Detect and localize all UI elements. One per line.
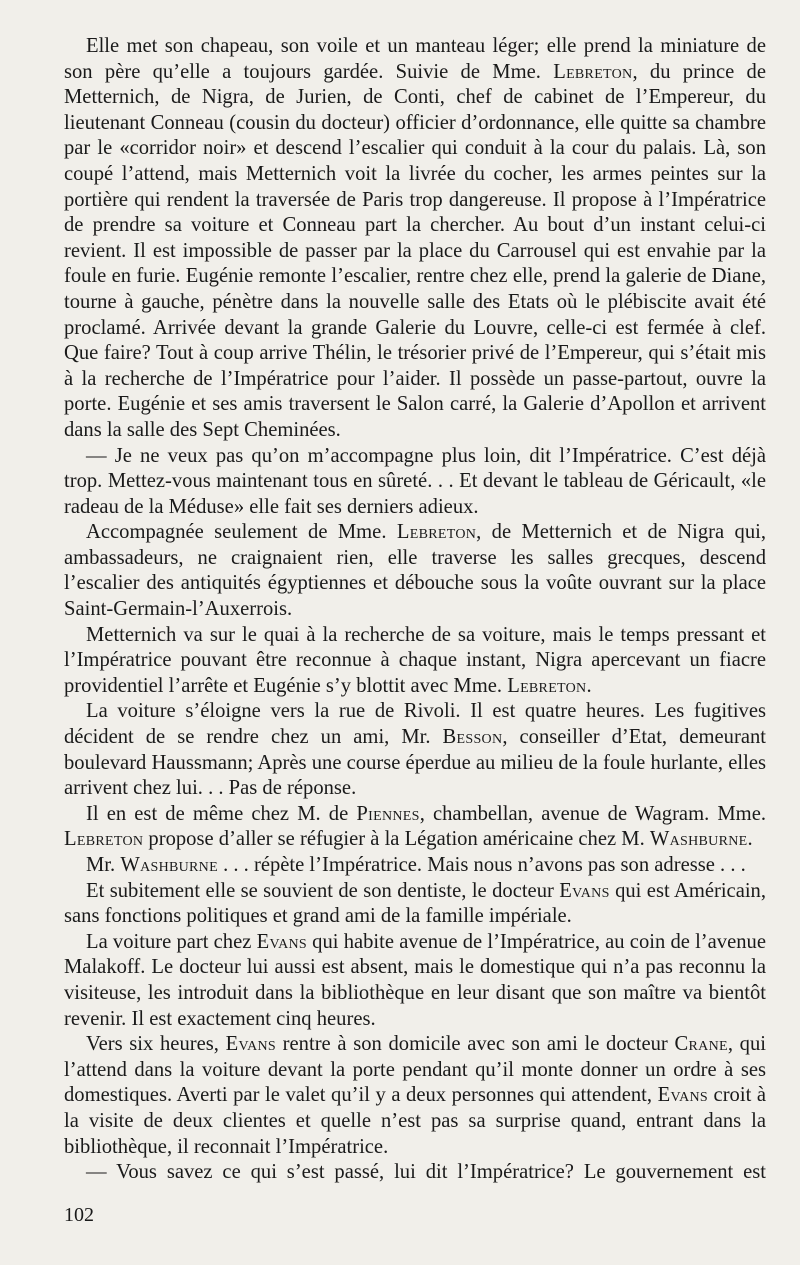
proper-name: Washburne — [649, 828, 748, 851]
text-run: Il en est de même chez M. de — [86, 802, 357, 825]
proper-name: Piennes — [356, 802, 420, 825]
paragraph — [64, 444, 766, 521]
proper-name: Crane — [674, 1033, 728, 1056]
proper-name: Evans — [657, 1084, 708, 1107]
paragraph — [64, 853, 766, 879]
paragraph — [64, 34, 766, 444]
text-run: . — [586, 674, 592, 697]
proper-name: Evans — [225, 1033, 276, 1056]
text-run: — Vous savez ce qui s’est passé, lui dit l’Impératrice? Le gouvernement est — [86, 1161, 766, 1184]
text-run: Elle met son chapeau, son voile et un manteau léger; elle prend la miniature de son père qu’elle a toujours gardée. Suivie de Mme. — [64, 35, 766, 83]
paragraph — [64, 802, 766, 853]
text-run: Metternich va sur le quai à la recherche de sa voiture, mais le temps pressant et l’Impératrice pouvant être reconnue à chaque instant, Nigra apercevant un fiacre providentiel l’arrête et Eugénie s’y blottit avec Mme. — [64, 623, 766, 697]
paragraph — [64, 699, 766, 801]
paragraph — [64, 930, 766, 1032]
text-run: , qui l’attend dans la voiture devant la porte pendant qu’il monte donner un ordre à ses domestiques. Averti par le valet qu’il y a deux personnes qui attendent, — [64, 1033, 766, 1107]
proper-name: Lebreton — [507, 674, 587, 697]
page-number: 102 — [64, 1204, 94, 1226]
text-run: , du prince de Metternich, de Nigra, de Jurien, de Conti, chef de cabinet de l’Empereur, du lieutenant Conneau (cousin du docteur) officier d’ordonnance, elle quitte sa chambre par le «corridor noir» et descend l’escalier qui conduit à la cour du palais. Là, son coupé l’attend, mais Metternich voit la livrée du cocher, les armes peintes sur la portière qui rendent la traversée de Paris trop dangereuse. Il propose à l’Impératrice de prendre sa voiture et Conneau part la chercher. Au bout d’un instant celui-ci revient. Il est impossible de passer par la place du Carrousel qui est envahie par la foule en furie. Eugénie remonte l’escalier, rentre chez elle, prend la galerie de Diane, tourne à gauche, pénètre dans la nouvelle salle des Etats où le plébiscite avait été proclamé. Arrivée devant la grande Galerie du Louvre, celle-ci est fermée à clef. Que faire? Tout à coup arrive Thélin, le trésorier privé de l’Empereur, qui s’était mis à la recherche de l’Impératrice pour l’aider. Il possède un passe-partout, ouvre la porte. Eugénie et ses amis traversent le Salon carré, la Galerie d’Apollon et arrivent dans la salle des Sept Cheminées. — [64, 60, 766, 441]
text-run: La voiture s’éloigne vers la rue de Rivoli. Il est quatre heures. Les fugitives décident de se rendre chez un ami, Mr. — [64, 700, 766, 749]
text-run: . . . répète l’Impératrice. Mais nous n’avons pas son adresse . . . — [217, 854, 746, 876]
text-run: , conseiller d’Etat, demeurant boulevard Haussmann; Après une course éperdue au milieu de la foule hurlante, elles arrivent chez lui. . . Pas de réponse. — [64, 726, 766, 800]
text-run: , de Metternich et de Nigra qui, ambassadeurs, ne craignaient rien, elle traverse les salles grecques, descend l’escalier des antiquités égyptiennes et débouche sous la voûte ouvrant sur la place Saint-Germain-l’Auxerrois. — [64, 521, 767, 621]
proper-name: Lebreton — [553, 60, 633, 83]
text-run: Accompagnée seulement de Mme. — [86, 521, 397, 544]
text-run: propose d’aller se réfugier à la Légation américaine chez M. — [143, 828, 650, 851]
paragraph — [64, 879, 766, 930]
proper-name: Evans — [559, 879, 610, 902]
paragraph — [64, 623, 766, 700]
text-run: — Je ne veux pas qu’on m’accompagne plus loin, dit l’Impératrice. C’est déjà trop. Mettez-vous maintenant tous en sûreté. . . Et devant le tableau de Géricault, «le radeau de la Méduse» elle fait ses derniers adieux. — [64, 444, 766, 518]
proper-name: Lebreton — [396, 521, 477, 544]
text-run: Vers six heures, — [86, 1033, 226, 1056]
text-run: rentre à son domicile avec son ami le docteur — [276, 1033, 675, 1056]
proper-name: Evans — [256, 930, 307, 953]
text-body — [64, 34, 766, 1186]
paragraph — [64, 1032, 766, 1160]
text-run: qui habite avenue de l’Impératrice, au coin de l’avenue Malakoff. Le docteur lui aussi est absent, mais le domestique qui n’a pas reconnu la visiteuse, les introduit dans la bibliothèque en leur disant que son maître va bientôt revenir. Il est exactement cinq heures. — [64, 930, 766, 1030]
text-run: Mr. — [86, 854, 121, 876]
text-run: . — [747, 828, 753, 851]
proper-name: Lebreton — [64, 828, 144, 851]
text-run: Et subitement elle se souvient de son dentiste, le docteur — [86, 879, 560, 902]
paragraph — [64, 1160, 766, 1186]
text-run: croit à la visite de deux clientes et quelle n’est pas sa surprise quand, entrant dans la bibliothèque, il reconnait l’Impératrice. — [64, 1084, 766, 1158]
proper-name: Besson — [442, 726, 503, 749]
text-run: , chambellan, avenue de Wagram. Mme. — [419, 802, 766, 825]
text-run: La voiture part chez — [86, 930, 257, 953]
text-run: qui est Américain, sans fonctions politiques et grand ami de la famille impériale. — [64, 879, 767, 928]
proper-name: Washburne — [120, 854, 218, 876]
paragraph — [64, 520, 766, 622]
